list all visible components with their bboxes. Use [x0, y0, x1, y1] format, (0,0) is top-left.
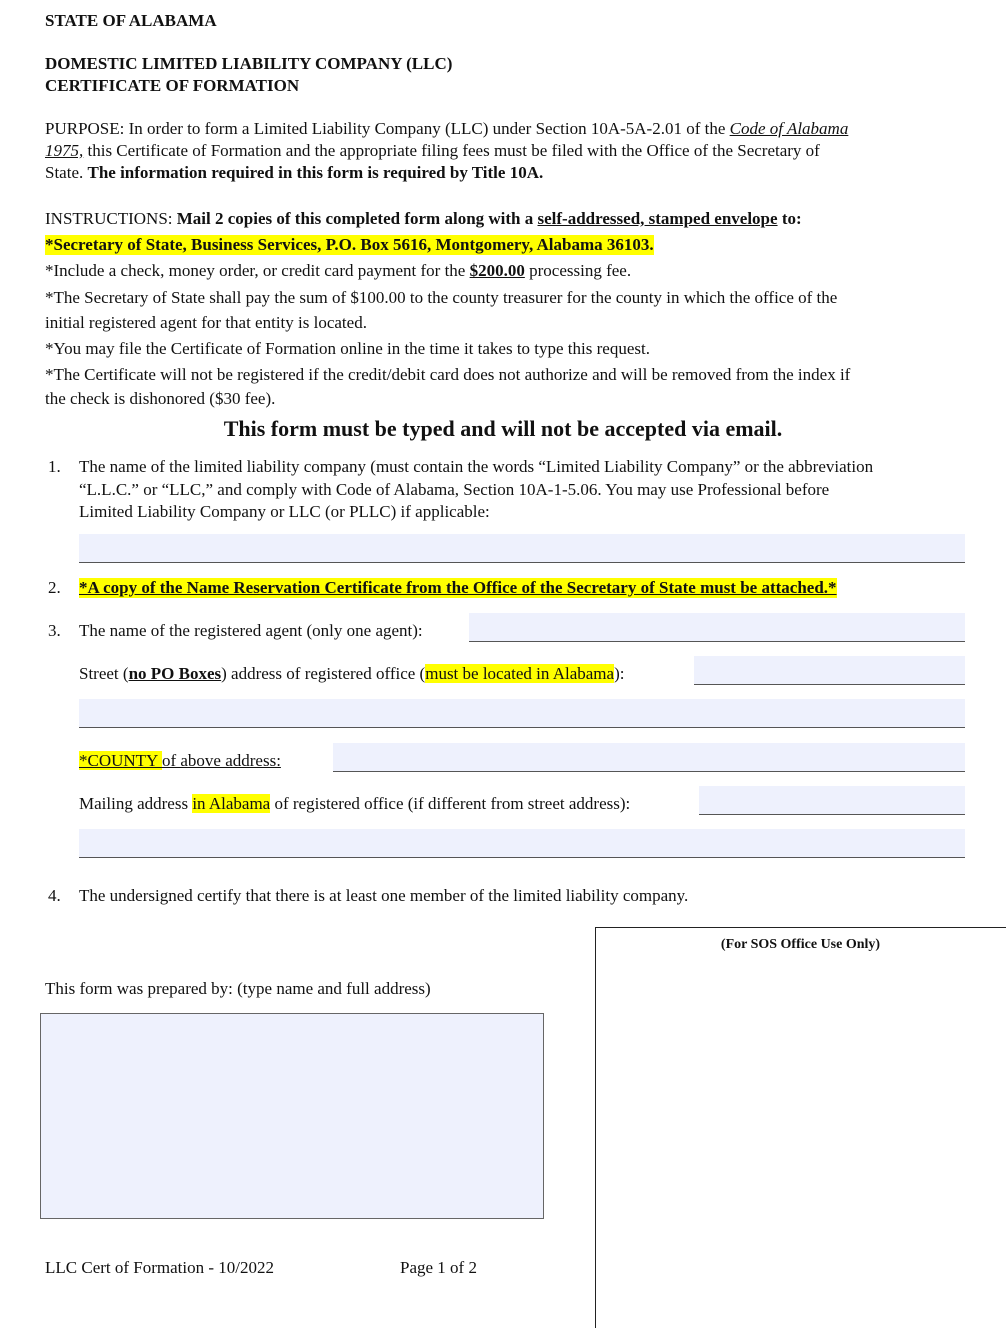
item-1-number: 1.	[48, 457, 61, 476]
item-1-line-3: Limited Liability Company or LLC (or PLLC) if applicable:	[79, 502, 490, 521]
street-address-field[interactable]	[694, 656, 965, 685]
purpose-line-1	[45, 119, 848, 139]
county-label	[79, 751, 281, 771]
sos-office-box	[595, 927, 1006, 1328]
county-fee-line-2: initial registered agent for that entity is located.	[45, 313, 367, 332]
county-fee-line-1: *The Secretary of State shall pay the sum of $100.00 to the county treasurer for the county in which the office of the	[45, 288, 838, 307]
code-year: 1975,	[45, 141, 84, 160]
purpose-line-3	[45, 163, 543, 183]
purpose-requirement: The information required in this form is required by Title 10A.	[87, 163, 544, 182]
registered-agent-field[interactable]	[469, 613, 965, 642]
in-alabama-highlight: in Alabama	[192, 794, 271, 813]
instructions-label: INSTRUCTIONS:	[45, 209, 177, 228]
footer-page-number: Page 1 of 2	[400, 1258, 477, 1277]
state-heading: STATE OF ALABAMA	[45, 11, 217, 30]
prepared-by-label: This form was prepared by: (type name and full address)	[45, 979, 431, 998]
llc-name-field[interactable]	[79, 534, 965, 563]
fee-amount: $200.00	[469, 261, 525, 280]
footer-form-id: LLC Cert of Formation - 10/2022	[45, 1258, 275, 1277]
alabama-requirement: must be located in Alabama	[425, 664, 615, 683]
county-field[interactable]	[333, 743, 965, 772]
mail-instruction: Mail 2 copies of this completed form along with a	[176, 209, 538, 228]
registered-agent-label: The name of the registered agent (only one agent):	[79, 621, 423, 640]
envelope-text: self-addressed, stamped envelope	[537, 209, 778, 228]
mailing-address-field-2[interactable]	[79, 829, 965, 858]
card-note-line-2: the check is dishonored ($30 fee).	[45, 389, 276, 408]
item-1-line-2: “L.L.C.” or “LLC,” and comply with Code of Alabama, Section 10A-1-5.06. You may use Professional before	[79, 480, 830, 499]
street-text-a: Street (	[79, 664, 129, 683]
purpose-line-2	[45, 141, 820, 161]
purpose-label: PURPOSE:	[45, 119, 125, 138]
county-highlight: *COUNTY	[79, 751, 162, 770]
mailing-address-label	[79, 794, 630, 814]
item-4-number: 4.	[48, 886, 61, 905]
street-address-field-2[interactable]	[79, 699, 965, 728]
county-text: of above address:	[161, 751, 281, 770]
street-text-e: ):	[614, 664, 625, 683]
online-note: *You may file the Certificate of Formation online in the time it takes to type this request.	[45, 339, 650, 358]
form-title: DOMESTIC LIMITED LIABILITY COMPANY (LLC)	[45, 54, 453, 73]
item-2-number: 2.	[48, 578, 61, 597]
purpose-text-2: this Certificate of Formation and the appropriate filing fees must be filed with the Office of the Secretary of	[83, 141, 820, 160]
name-reservation-notice	[79, 578, 837, 598]
no-po-boxes: no PO Boxes	[128, 664, 222, 683]
typed-notice: This form must be typed and will not be accepted via email.	[223, 416, 783, 441]
card-note-line-1: *The Certificate will not be registered if the credit/debit card does not authorize and will be removed from the index if	[45, 365, 851, 384]
prepared-by-field[interactable]	[40, 1013, 544, 1219]
code-citation: Code of Alabama	[729, 119, 849, 138]
item-1-line-1: The name of the limited liability company (must contain the words “Limited Liability Company” or the abbreviation	[79, 457, 874, 476]
street-address-label	[79, 664, 624, 684]
sos-office-title: (For SOS Office Use Only)	[720, 937, 881, 952]
fee-text-b: processing fee.	[524, 261, 632, 280]
mail-to: to:	[777, 209, 802, 228]
purpose-text-1: In order to form a Limited Liability Company (LLC) under Section 10A-5A-2.01 of the	[124, 119, 730, 138]
instructions-line-1	[45, 209, 802, 229]
street-text-c: ) address of registered office (	[221, 664, 426, 683]
member-certification: The undersigned certify that there is at least one member of the limited liability company.	[79, 886, 689, 905]
fee-text-a: *Include a check, money order, or credit card payment for the	[45, 261, 470, 280]
mailing-text-a: Mailing address	[79, 794, 193, 813]
purpose-text-3: State.	[45, 163, 88, 182]
mailing-address: *Secretary of State, Business Services, P.O. Box 5616, Montgomery, Alabama 36103.	[45, 235, 654, 254]
item-3-number: 3.	[48, 621, 61, 640]
fee-line	[45, 261, 631, 281]
name-reservation-text: *A copy of the Name Reservation Certificate from the Office of the Secretary of State must be attached.*	[79, 578, 837, 597]
mailing-text-c: of registered office (if different from street address):	[270, 794, 631, 813]
form-subtitle: CERTIFICATE OF FORMATION	[45, 76, 300, 95]
mailing-address-field[interactable]	[699, 786, 965, 815]
